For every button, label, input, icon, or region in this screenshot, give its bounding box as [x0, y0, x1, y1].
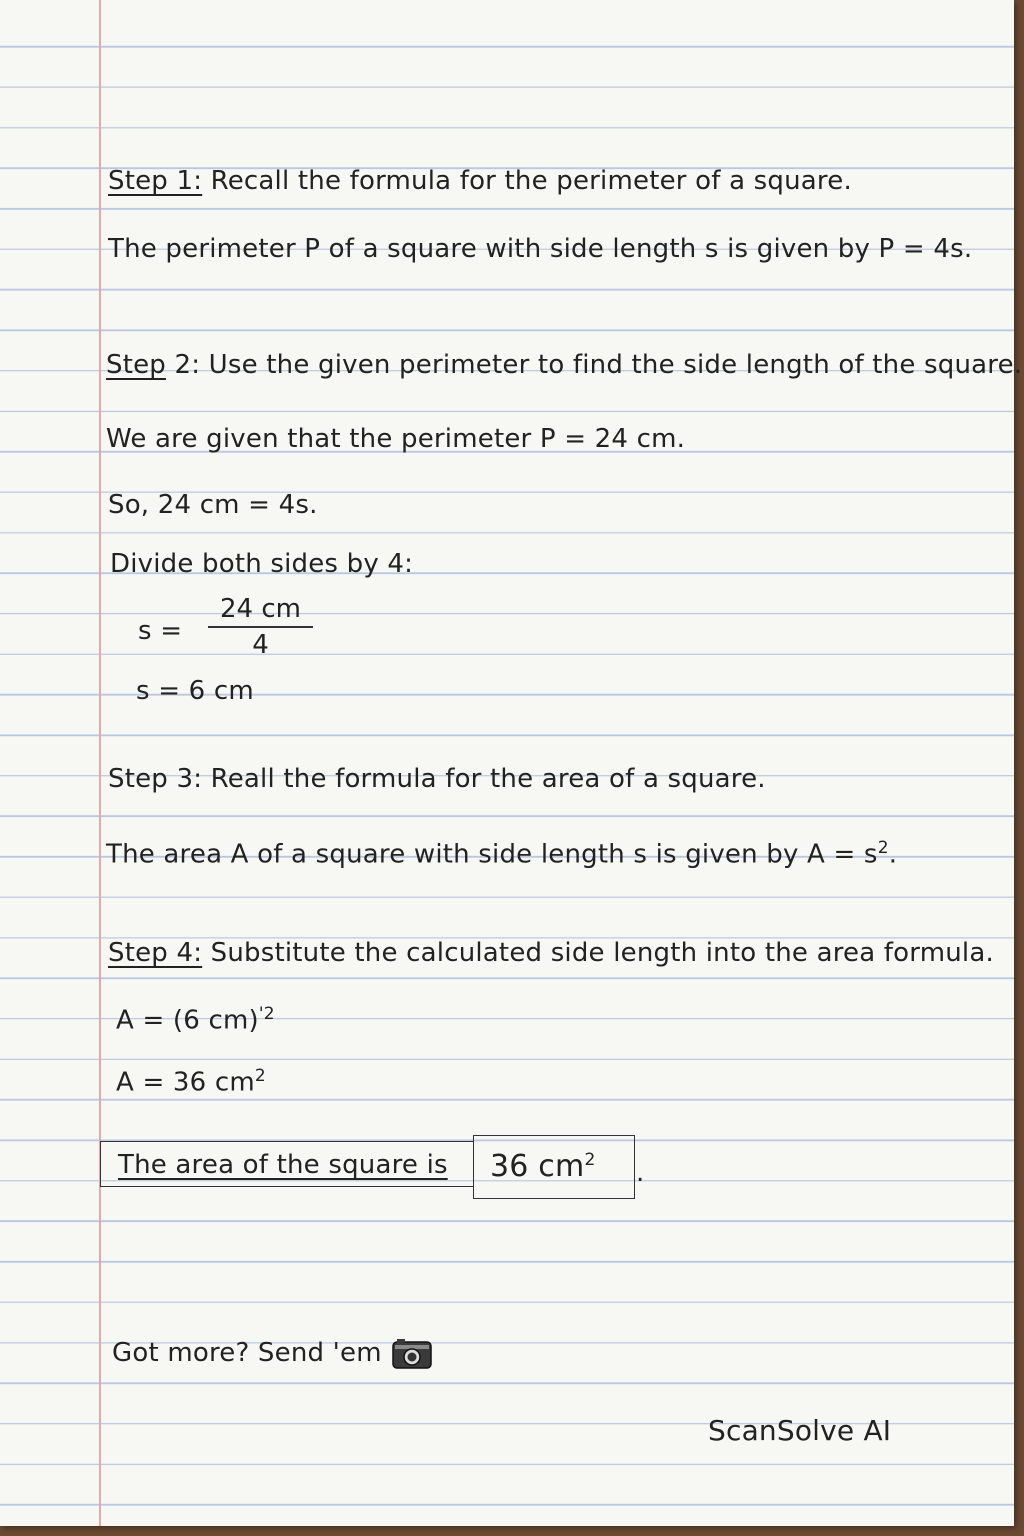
step3-body-text: The area A of a square with side length s is given by A = s [106, 839, 878, 870]
step2-heading [106, 350, 1022, 380]
answer-value [490, 1149, 595, 1184]
step4-equation-1 [116, 1004, 275, 1036]
step1-label: Step 1: [108, 166, 203, 196]
step2-divide: Divide both sides by 4: [110, 549, 414, 579]
footer-prompt: Got more? Send 'em [112, 1338, 382, 1368]
step4-eq1-text: A = (6 cm) [116, 1005, 259, 1036]
answer-period: . [636, 1158, 645, 1188]
margin-line [99, 0, 101, 1526]
fraction-lhs: s = [138, 616, 183, 646]
step2-heading-text: 2: Use the given perimeter to find the side length of the square. [166, 350, 1023, 380]
step2-equation: So, 24 cm = 4s. [108, 490, 318, 520]
answer-label: The area of the square is [118, 1150, 448, 1180]
step2-result: s = 6 cm [136, 676, 254, 706]
fraction-numerator: 24 cm [220, 594, 301, 624]
step4-heading [108, 938, 994, 968]
answer-value-exponent: 2 [584, 1150, 596, 1170]
answer-value-text: 36 cm [490, 1149, 585, 1184]
step3-heading: Step 3: Reall the formula for the area of a square. [108, 764, 766, 794]
step3-body [106, 838, 897, 870]
step4-heading-text: Substitute the calculated side length into the area formula. [202, 938, 994, 968]
step1-heading-text: Recall the formula for the perimeter of a square. [202, 166, 852, 196]
step2-label: Step [106, 350, 166, 380]
camera-icon [392, 1338, 432, 1370]
step4-equation-2 [116, 1066, 266, 1098]
step3-period: . [888, 839, 898, 870]
step4-eq2-text: A = 36 cm [116, 1067, 255, 1098]
step2-given: We are given that the perimeter P = 24 cm. [106, 424, 686, 454]
brand-name: ScanSolve AI [708, 1414, 892, 1447]
step1-body: The perimeter P of a square with side length s is given by P = 4s. [108, 234, 973, 264]
fraction-denominator: 4 [252, 630, 269, 660]
fraction [208, 594, 313, 660]
step3-exponent: 2 [877, 838, 889, 858]
step1-heading [108, 166, 852, 196]
answer-text [118, 1150, 448, 1180]
step4-label: Step 4: [108, 938, 203, 968]
step4-eq2-exponent: 2 [254, 1066, 266, 1086]
step4-eq1-exponent: '2 [258, 1004, 275, 1024]
fraction-bar [208, 626, 313, 628]
